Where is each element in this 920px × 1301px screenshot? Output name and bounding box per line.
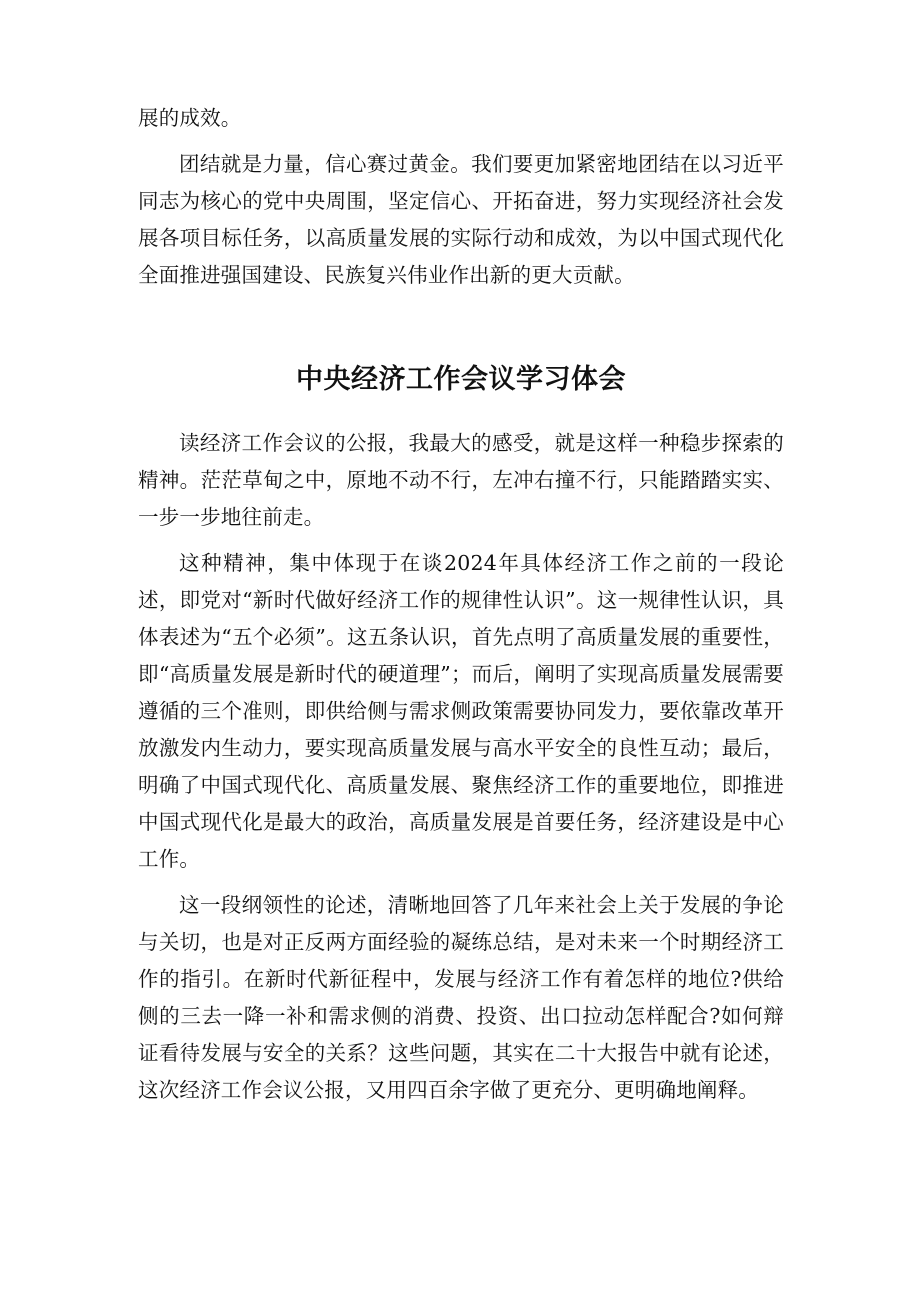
article-body bbox=[138, 425, 784, 1109]
paragraph-unity: 团结就是力量，信心赛过黄金。我们要更加紧密地团结在以习近平同志为核心的党中央周围，坚定信心、开拓奋进，努力实现经济社会发展各项目标任务，以高质量发展的实际行动和成效，为以中国式现代化全面推进强国建设、民族复兴伟业作出新的更大贡献。 bbox=[138, 152, 784, 287]
article-title: 中央经济工作会议学习体会 bbox=[296, 364, 626, 395]
paragraph-3: 这一段纲领性的论述，清晰地回答了几年来社会上关于发展的争论与关切，也是对正反两方面经验的凝练总结，是对未来一个时期经济工作的指引。在新时代新征程中，发展与经济工作有着怎样的地位?供给侧的三去一降一补和需求侧的消费、投资、出口拉动怎样配合?如何辩证看待发展与安全的关系？这些问题，其实在二十大报告中就有论述，这次经济工作会议公报，又用四百余字做了更充分、更明确地阐释。 bbox=[138, 893, 784, 1102]
previous-section-ending bbox=[138, 100, 784, 294]
paragraph-1: 读经济工作会议的公报，我最大的感受，就是这样一种稳步探索的精神。茫茫草甸之中，原地不动不行，左冲右撞不行，只能踏踏实实、一步一步地往前走。 bbox=[138, 431, 784, 529]
paragraph-continuation: 展的成效。 bbox=[138, 106, 242, 130]
paragraph-2: 这种精神，集中体现于在谈2024年具体经济工作之前的一段论述，即党对“新时代做好经济工作的规律性认识”。这一规律性认识，具体表述为“五个必须”。这五条认识，首先点明了高质量发展的重要性，即“高质量发展是新时代的硬道理”；而后，阐明了实现高质量发展需要遵循的三个准则，即供给侧与需求侧政策需要协同发力，要依靠改革开放激发内生动力，要实现高质量发展与高水平安全的良性互动；最后，明确了中国式现代化、高质量发展、聚焦经济工作的重要地位，即推进中国式现代化是最大的政治，高质量发展是首要任务，经济建设是中心工作。 bbox=[138, 551, 784, 871]
